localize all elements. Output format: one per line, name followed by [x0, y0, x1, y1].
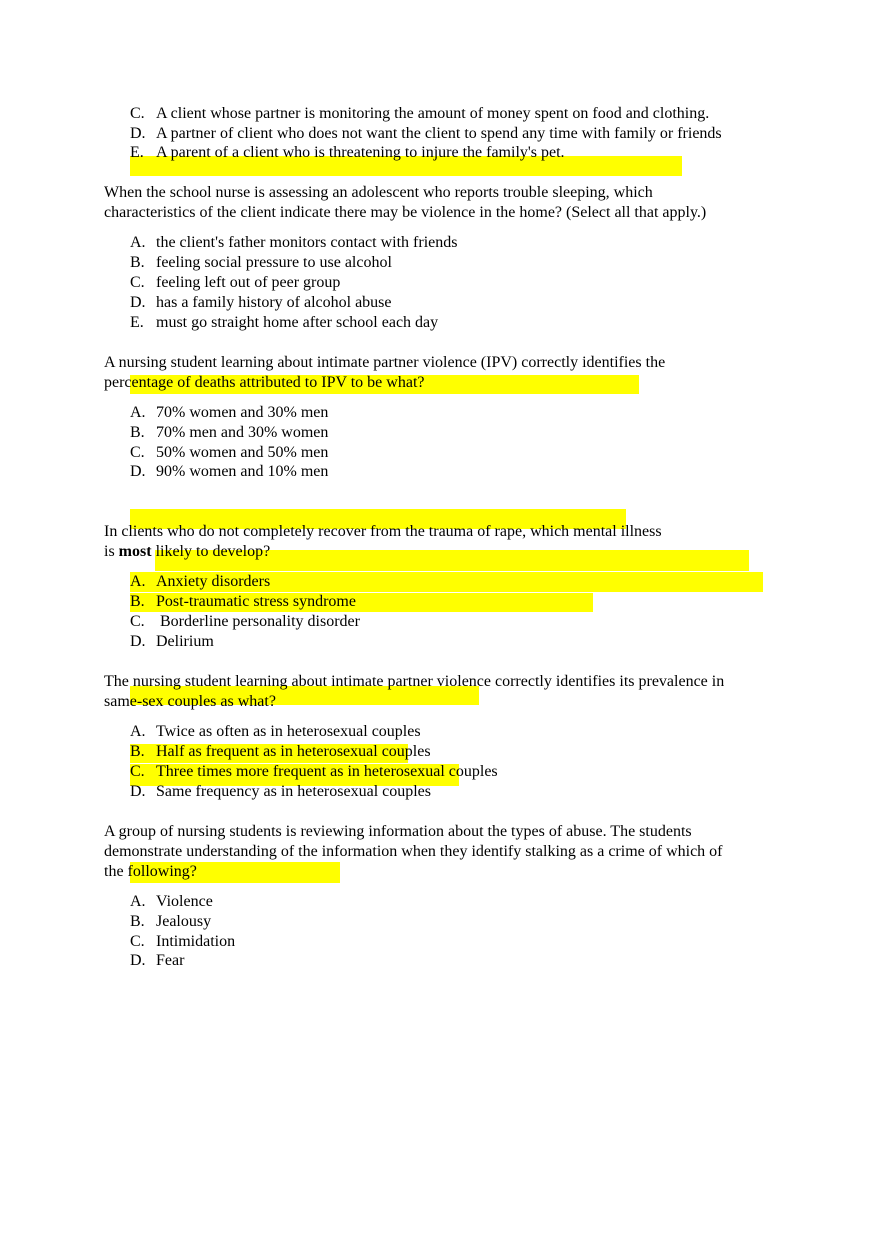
- question-stem: In clients who do not completely recover from the trauma of rape, which mental illness: [104, 523, 662, 540]
- question-stem: A group of nursing students is reviewing information about the types of abuse. The students: [104, 823, 692, 840]
- list-item: D. A partner of client who does not want the client to spend any time with family or friends: [130, 125, 722, 142]
- question-stem: is most likely to develop?: [104, 543, 271, 560]
- option: A. Violence: [130, 893, 213, 910]
- option: A. Twice as often as in heterosexual couples: [130, 723, 421, 740]
- question-stem: characteristics of the client indicate there may be violence in the home? (Select all that apply.): [104, 204, 707, 221]
- question-stem: percentage of deaths attributed to IPV to be what?: [104, 374, 425, 391]
- question-stem: A nursing student learning about intimate partner violence (IPV) correctly identifies the: [104, 354, 666, 371]
- question-stem: When the school nurse is assessing an adolescent who reports trouble sleeping, which: [104, 184, 653, 201]
- option: C. Borderline personality disorder: [130, 613, 360, 630]
- option: D. 90% women and 10% men: [130, 463, 329, 480]
- option: A. Anxiety disorders: [130, 573, 271, 590]
- option: D. Fear: [130, 952, 185, 969]
- option: B. Jealousy: [130, 913, 212, 930]
- option: B. feeling social pressure to use alcohol: [130, 254, 392, 271]
- question-stem: demonstrate understanding of the information when they identify stalking as a crime of which of: [104, 843, 723, 860]
- option: B. 70% men and 30% women: [130, 424, 329, 441]
- option: E. must go straight home after school each day: [130, 314, 439, 331]
- option: C. 50% women and 50% men: [130, 444, 329, 461]
- option: C. feeling left out of peer group: [130, 274, 341, 291]
- option: B. Half as frequent as in heterosexual couples: [130, 743, 431, 760]
- question-stem: same-sex couples as what?: [104, 693, 276, 710]
- option: A. 70% women and 30% men: [130, 404, 329, 421]
- option: D. Same frequency as in heterosexual couples: [130, 783, 432, 800]
- list-item: C. A client whose partner is monitoring the amount of money spent on food and clothing.: [130, 105, 710, 122]
- option: D. has a family history of alcohol abuse: [130, 294, 392, 311]
- list-item: E. A parent of a client who is threatening to injure the family's pet.: [130, 144, 565, 161]
- question-stem: The nursing student learning about intimate partner violence correctly identifies its prevalence in: [104, 673, 725, 690]
- question-stem: the following?: [104, 863, 197, 880]
- option: C. Intimidation: [130, 933, 236, 950]
- option: D. Delirium: [130, 633, 214, 650]
- option: B. Post-traumatic stress syndrome: [130, 593, 356, 610]
- option: A. the client's father monitors contact with friends: [130, 234, 458, 251]
- option: C. Three times more frequent as in heterosexual couples: [130, 763, 498, 780]
